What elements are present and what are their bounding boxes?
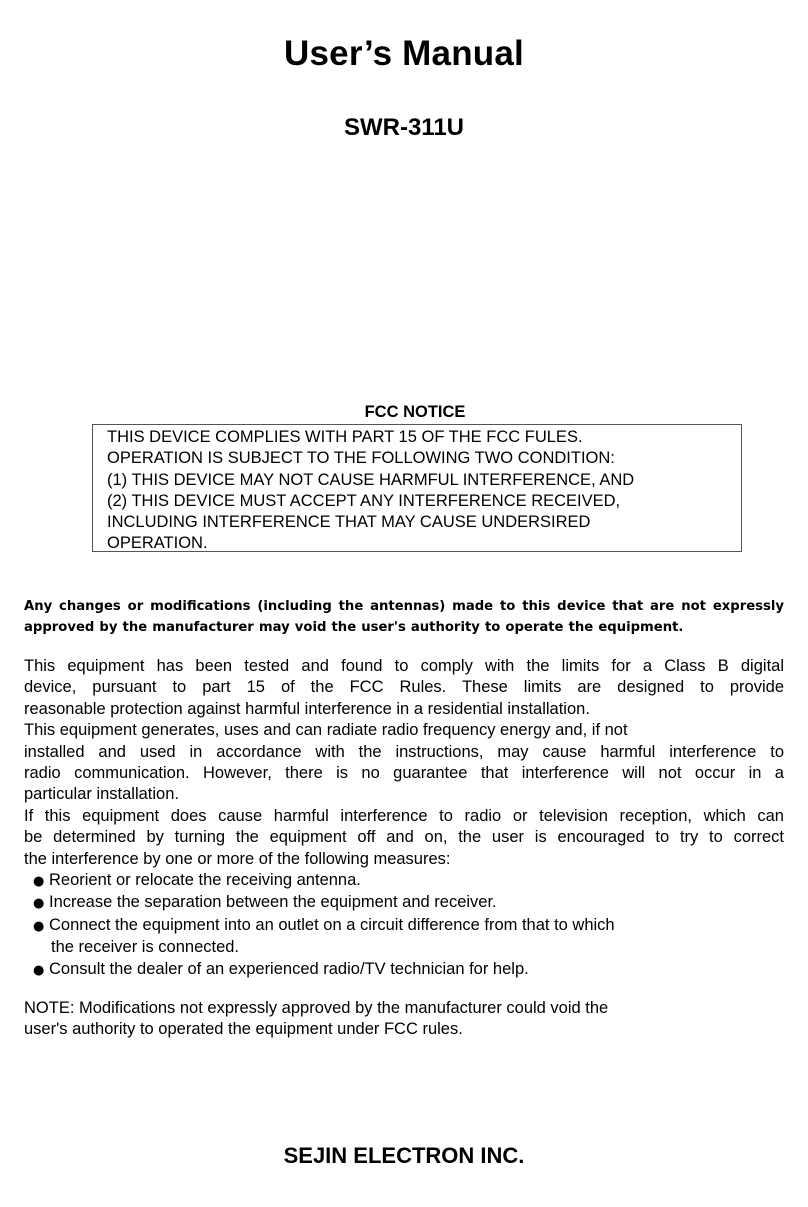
fcc-notice-heading: FCC NOTICE — [364, 403, 466, 421]
statement-line: installed and used in accordance with the instructions, may cause harmful interference to — [24, 742, 784, 761]
measure-text: Increase the separation between the equipment and receiver. — [49, 893, 497, 912]
model-number: SWR-311U — [343, 114, 465, 141]
fcc-statement — [24, 656, 784, 981]
statement-line: the interference by one or more of the following measures: — [24, 849, 451, 868]
bullet-dot-icon: ● — [33, 962, 45, 978]
bullet-dot-icon: ● — [33, 918, 45, 934]
modification-warning: Any changes or modifications (including the antennas) made to this device that are not expressly approved by the manufacturer may void the user's authority to operate the equipment. — [24, 599, 784, 635]
fcc-notice-line: (2) THIS DEVICE MUST ACCEPT ANY INTERFERENCE RECEIVED, — [107, 491, 621, 510]
page-title: User’s Manual — [284, 34, 524, 73]
measure-bullet — [24, 870, 784, 892]
measure-bullet — [24, 915, 784, 937]
fcc-notice-line: THIS DEVICE COMPLIES WITH PART 15 OF THE FCC FULES. — [107, 428, 583, 446]
note-section — [24, 998, 784, 1041]
statement-line: This equipment has been tested and found to comply with the limits for a Class B digital — [24, 657, 784, 675]
fcc-notice-box — [92, 424, 742, 552]
fcc-notice-line: OPERATION. — [107, 534, 208, 553]
statement-line: be determined by turning the equipment off and on, the user is encouraged to try to correct — [24, 828, 784, 847]
statement-line: radio communication. However, there is no guarantee that interference will not occur in a — [24, 764, 784, 783]
statement-line: device, pursuant to part 15 of the FCC Rules. These limits are designed to provide — [24, 678, 784, 697]
measure-text: Connect the equipment into an outlet on a circuit difference from that to which — [49, 915, 615, 934]
measure-bullet — [24, 892, 784, 914]
measure-text: Consult the dealer of an experienced radio/TV technician for help. — [49, 959, 529, 978]
fcc-notice-line: INCLUDING INTERFERENCE THAT MAY CAUSE UNDERSIRED — [107, 513, 591, 532]
company-name: SEJIN ELECTRON INC. — [283, 1143, 525, 1168]
bullet-dot-icon: ● — [33, 896, 45, 912]
fcc-notice-line: (1) THIS DEVICE MAY NOT CAUSE HARMFUL INTERFERENCE, AND — [107, 470, 635, 489]
measure-continuation: the receiver is connected. — [51, 938, 240, 957]
statement-line: If this equipment does cause harmful interference to radio or television reception, which can — [24, 806, 784, 825]
statement-line: reasonable protection against harmful interference in a residential installation. — [24, 699, 590, 718]
statement-line: This equipment generates, uses and can radiate radio frequency energy and, if not — [24, 721, 628, 740]
note-line: NOTE: Modifications not expressly approved by the manufacturer could void the — [24, 999, 609, 1017]
bullet-dot-icon: ● — [33, 874, 45, 890]
statement-line: particular installation. — [24, 785, 179, 804]
fcc-notice-line: OPERATION IS SUBJECT TO THE FOLLOWING TWO CONDITION: — [107, 449, 615, 468]
measure-text: Reorient or relocate the receiving antenna. — [49, 871, 361, 890]
measure-bullet — [24, 959, 784, 981]
note-line: user's authority to operated the equipment under FCC rules. — [24, 1020, 463, 1039]
